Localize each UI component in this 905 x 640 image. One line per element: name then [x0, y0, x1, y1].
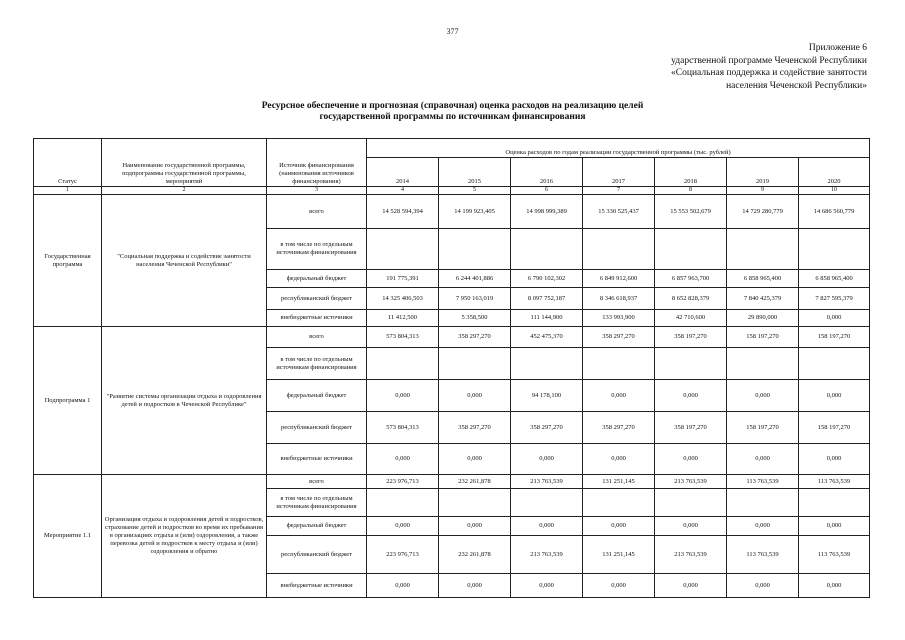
value-cell — [439, 348, 511, 380]
value-cell: 111 144,900 — [511, 310, 583, 327]
value-cell: 232 261,878 — [439, 536, 511, 574]
appendix-line-4: населения Чеченской Республики» — [726, 80, 867, 91]
header-name: Наименование государственной программы, подпрограммы государственной программы, мероприятий — [102, 139, 267, 187]
value-cell: 0,000 — [439, 574, 511, 598]
title-line-2: государственной программы по источникам финансирования — [319, 112, 586, 122]
value-cell: 452 475,370 — [511, 327, 583, 348]
value-cell — [583, 348, 655, 380]
value-cell: 6 790 102,302 — [511, 270, 583, 288]
value-cell: 8 346 618,937 — [583, 288, 655, 310]
value-cell: 0,000 — [511, 574, 583, 598]
value-cell: 42 710,600 — [655, 310, 727, 327]
header-estimate: Оценка расходов по годам реализации государственной программы (тыс. рублей) — [367, 139, 870, 158]
column-number: 9 — [727, 187, 799, 195]
value-cell: 0,000 — [439, 380, 511, 412]
document-title — [0, 101, 905, 123]
value-cell: 6 849 912,600 — [583, 270, 655, 288]
funding-source-cell: в том числе по отдельным источникам финансирования — [267, 348, 367, 380]
value-cell — [439, 489, 511, 517]
header-year: 2017 — [583, 158, 655, 187]
funding-source-cell: всего — [267, 327, 367, 348]
header-year: 2015 — [439, 158, 511, 187]
appendix-line-2: ударственной программе Чеченской Республики — [671, 55, 867, 66]
value-cell — [367, 229, 439, 270]
value-cell: 0,000 — [583, 517, 655, 536]
value-cell — [655, 489, 727, 517]
funding-source-cell: внебюджетные источники — [267, 444, 367, 475]
value-cell: 0,000 — [799, 310, 870, 327]
value-cell: 358 297,270 — [439, 327, 511, 348]
table-row — [34, 195, 870, 229]
value-cell: 113 763,539 — [799, 475, 870, 489]
value-cell — [727, 489, 799, 517]
value-cell: 158 197,270 — [727, 412, 799, 444]
value-cell: 0,000 — [439, 517, 511, 536]
value-cell: 29 890,000 — [727, 310, 799, 327]
value-cell: 0,000 — [367, 380, 439, 412]
value-cell: 0,000 — [511, 517, 583, 536]
value-cell: 0,000 — [727, 444, 799, 475]
value-cell: 0,000 — [439, 444, 511, 475]
value-cell: 0,000 — [583, 444, 655, 475]
value-cell: 191 775,391 — [367, 270, 439, 288]
funding-source-cell: всего — [267, 475, 367, 489]
value-cell: 11 412,500 — [367, 310, 439, 327]
value-cell — [367, 348, 439, 380]
value-cell — [799, 229, 870, 270]
header-year: 2020 — [799, 158, 870, 187]
value-cell: 573 804,313 — [367, 412, 439, 444]
appendix-line-3: «Социальная поддержка и содействие занятости — [671, 68, 867, 78]
value-cell: 131 251,145 — [583, 536, 655, 574]
header-year: 2019 — [727, 158, 799, 187]
value-cell: 8 652 828,379 — [655, 288, 727, 310]
value-cell: 358 297,270 — [439, 412, 511, 444]
value-cell: 358 197,270 — [655, 327, 727, 348]
column-number: 5 — [439, 187, 511, 195]
value-cell — [727, 348, 799, 380]
value-cell: 14 199 923,405 — [439, 195, 511, 229]
table-row — [34, 327, 870, 348]
funding-source-cell: в том числе по отдельным источникам финансирования — [267, 489, 367, 517]
value-cell: 0,000 — [799, 444, 870, 475]
value-cell: 0,000 — [655, 517, 727, 536]
value-cell — [727, 229, 799, 270]
value-cell: 0,000 — [511, 444, 583, 475]
value-cell: 5 358,500 — [439, 310, 511, 327]
value-cell: 14 325 406,503 — [367, 288, 439, 310]
value-cell: 0,000 — [655, 444, 727, 475]
funding-source-cell: республиканский бюджет — [267, 412, 367, 444]
value-cell — [583, 229, 655, 270]
value-cell: 0,000 — [727, 380, 799, 412]
value-cell: 7 827 595,379 — [799, 288, 870, 310]
value-cell: 213 763,539 — [655, 475, 727, 489]
value-cell — [655, 348, 727, 380]
column-number: 8 — [655, 187, 727, 195]
value-cell: 0,000 — [727, 574, 799, 598]
header-year: 2018 — [655, 158, 727, 187]
column-number: 4 — [367, 187, 439, 195]
value-cell — [799, 348, 870, 380]
funding-source-cell: республиканский бюджет — [267, 288, 367, 310]
program-name-cell: "Социальная поддержка и содействие занятости населения Чеченской Республики" — [102, 195, 267, 327]
value-cell: 7 950 163,019 — [439, 288, 511, 310]
value-cell: 0,000 — [655, 574, 727, 598]
value-cell: 6 858 965,400 — [799, 270, 870, 288]
header-status: Статус — [34, 139, 102, 187]
funding-source-cell: в том числе по отдельным источникам финансирования — [267, 229, 367, 270]
status-cell: Подпрограмма 1 — [34, 327, 102, 475]
value-cell: 8 097 752,187 — [511, 288, 583, 310]
value-cell: 573 804,313 — [367, 327, 439, 348]
value-cell: 358 297,270 — [583, 412, 655, 444]
value-cell: 0,000 — [799, 517, 870, 536]
column-number: 7 — [583, 187, 655, 195]
header-source: Источник финансирования (наименования источников финансирования) — [267, 139, 367, 187]
value-cell: 14 528 594,394 — [367, 195, 439, 229]
funding-source-cell: федеральный бюджет — [267, 517, 367, 536]
column-number: 3 — [267, 187, 367, 195]
value-cell: 6 858 965,400 — [727, 270, 799, 288]
value-cell — [367, 489, 439, 517]
value-cell: 158 197,270 — [727, 327, 799, 348]
value-cell: 0,000 — [799, 574, 870, 598]
funding-source-cell: внебюджетные источники — [267, 310, 367, 327]
funding-source-cell: внебюджетные источники — [267, 574, 367, 598]
value-cell: 14 998 999,389 — [511, 195, 583, 229]
program-name-cell: "Развитие системы организации отдыха и оздоровления детей и подростков в Чеченской Республике" — [102, 327, 267, 475]
value-cell — [439, 229, 511, 270]
value-cell: 0,000 — [583, 574, 655, 598]
value-cell: 0,000 — [583, 380, 655, 412]
value-cell: 14 729 280,779 — [727, 195, 799, 229]
column-number: 10 — [799, 187, 870, 195]
value-cell: 358 297,270 — [583, 327, 655, 348]
value-cell: 14 686 560,779 — [799, 195, 870, 229]
column-number: 2 — [102, 187, 267, 195]
column-number: 1 — [34, 187, 102, 195]
value-cell: 213 763,539 — [655, 536, 727, 574]
header-year: 2014 — [367, 158, 439, 187]
value-cell — [655, 229, 727, 270]
value-cell: 213 763,539 — [511, 536, 583, 574]
appendix-note — [671, 42, 867, 92]
value-cell: 0,000 — [655, 380, 727, 412]
status-cell: Государственная программа — [34, 195, 102, 327]
funding-table — [33, 138, 870, 598]
value-cell — [511, 348, 583, 380]
appendix-line-1: Приложение 6 — [808, 43, 867, 53]
value-cell: 0,000 — [727, 517, 799, 536]
value-cell: 0,000 — [367, 517, 439, 536]
value-cell — [511, 229, 583, 270]
funding-source-cell: республиканский бюджет — [267, 536, 367, 574]
value-cell: 358 297,270 — [511, 412, 583, 444]
funding-source-cell: федеральный бюджет — [267, 380, 367, 412]
status-cell: Мероприятие 1.1 — [34, 475, 102, 598]
value-cell: 158 197,270 — [799, 412, 870, 444]
value-cell: 6 244 401,886 — [439, 270, 511, 288]
value-cell: 213 763,539 — [511, 475, 583, 489]
page-number: 377 — [446, 27, 459, 36]
value-cell: 223 976,713 — [367, 536, 439, 574]
table-row — [34, 475, 870, 489]
column-number: 6 — [511, 187, 583, 195]
value-cell: 113 763,539 — [727, 536, 799, 574]
value-cell: 7 840 425,379 — [727, 288, 799, 310]
program-name-cell: Организация отдыха и оздоровления детей и подростков, страхование детей и подростков во время их пребывания в организациях отдыха и (или) оздоровления, а также перевозка детей и подростков к месту отдыха и (или) оздоровления и обратно — [102, 475, 267, 598]
value-cell: 223 976,713 — [367, 475, 439, 489]
value-cell — [799, 489, 870, 517]
value-cell — [583, 489, 655, 517]
funding-source-cell: федеральный бюджет — [267, 270, 367, 288]
value-cell: 131 251,145 — [583, 475, 655, 489]
value-cell: 232 261,878 — [439, 475, 511, 489]
header-year: 2016 — [511, 158, 583, 187]
value-cell: 358 197,270 — [655, 412, 727, 444]
value-cell: 0,000 — [367, 574, 439, 598]
value-cell — [511, 489, 583, 517]
title-line-1: Ресурсное обеспечение и прогнозная (справочная) оценка расходов на реализацию целей — [261, 101, 644, 111]
value-cell: 113 763,539 — [799, 536, 870, 574]
value-cell: 15 553 502,679 — [655, 195, 727, 229]
funding-source-cell: всего — [267, 195, 367, 229]
value-cell: 6 857 963,700 — [655, 270, 727, 288]
value-cell: 133 993,900 — [583, 310, 655, 327]
value-cell: 158 197,270 — [799, 327, 870, 348]
value-cell: 0,000 — [799, 380, 870, 412]
value-cell: 15 330 525,437 — [583, 195, 655, 229]
value-cell: 113 763,539 — [727, 475, 799, 489]
value-cell: 94 178,100 — [511, 380, 583, 412]
value-cell: 0,000 — [367, 444, 439, 475]
